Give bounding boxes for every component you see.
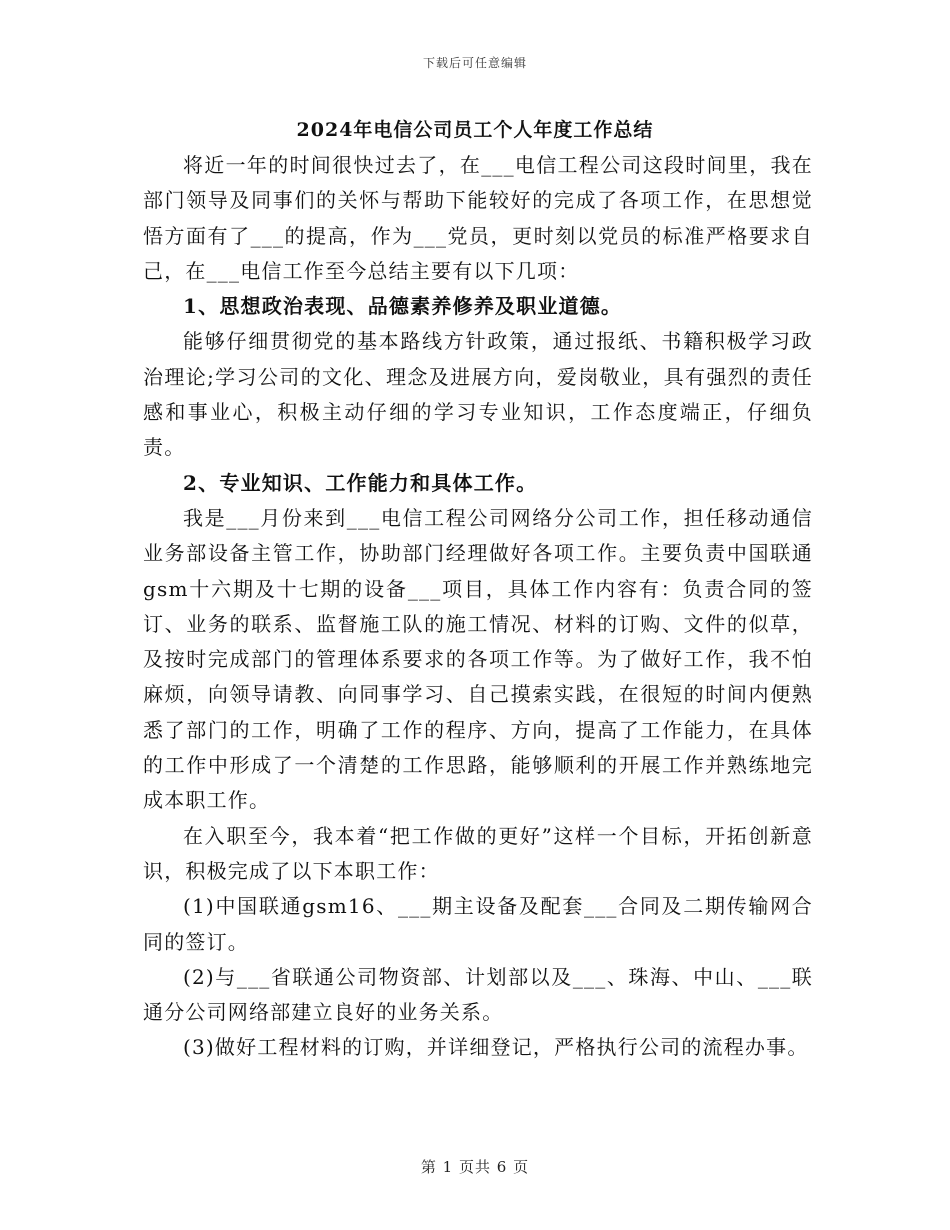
section-heading-1: 1、思想政治表现、品德素养修养及职业道德。 bbox=[183, 294, 623, 319]
document-title: 2024年电信公司员工个人年度工作总结 bbox=[296, 119, 654, 141]
list-item-3: (3)做好工程材料的订购，并详细登记，严格执行公司的流程办事。 bbox=[183, 1035, 809, 1060]
list-item-2: (2)与___省联通公司物资部、计划部以及___、珠海、中山、___联通分公司网络部建立良好的业务关系。 bbox=[143, 964, 813, 1025]
list-item-1: (1)中国联通gsm16、___期主设备及配套___合同及二期传输网合同的签订。 bbox=[143, 894, 813, 954]
section-2-paragraph-goal: 在入职至今，我本着“把工作做的更好”这样一个目标，开拓创新意识，积极完成了以下本职工作： bbox=[143, 823, 813, 883]
section-2-paragraph: 我是___月份来到___电信工程公司网络分公司工作，担任移动通信业务部设备主管工作，协助部门经理做好各项工作。主要负责中国联通gsm十六期及十七期的设备___项目，具体工作内容有：负责合同的签订、业务的联系、监督施工队的施工情况、材料的订购、文件的似草，及按时完成部门的管理体系要求的各项工作等。为了做好工作，我不怕麻烦，向领导请教、向同事学习、自己摸索实践，在很短的时间内便熟悉了部门的工作，明确了工作的程序、方向，提高了工作能力，在具体的工作中形成了一个清楚的工作思路，能够顺利的开展工作并熟练地完成本职工作。 bbox=[143, 505, 813, 813]
page-number: 第 1 页共 6 页 bbox=[420, 1158, 530, 1176]
section-heading-2: 2、专业知识、工作能力和具体工作。 bbox=[183, 470, 538, 495]
header-note: 下载后可任意编辑 bbox=[422, 56, 527, 70]
section-1-paragraph: 能够仔细贯彻党的基本路线方针政策，通过报纸、书籍积极学习政治理论;学习公司的文化、理念及进展方向，爱岗敬业，具有强烈的责任感和事业心，积极主动仔细的学习专业知识，工作态度端正，仔细负责。 bbox=[143, 329, 813, 460]
intro-paragraph: 将近一年的时间很快过去了，在___电信工程公司这段时间里，我在部门领导及同事们的关怀与帮助下能较好的完成了各项工作，在思想觉悟方面有了___的提高，作为___党员，更时刻以党员的标准严格要求自己，在___电信工作至今总结主要有以下几项： bbox=[143, 153, 813, 283]
document-body bbox=[143, 148, 813, 1066]
